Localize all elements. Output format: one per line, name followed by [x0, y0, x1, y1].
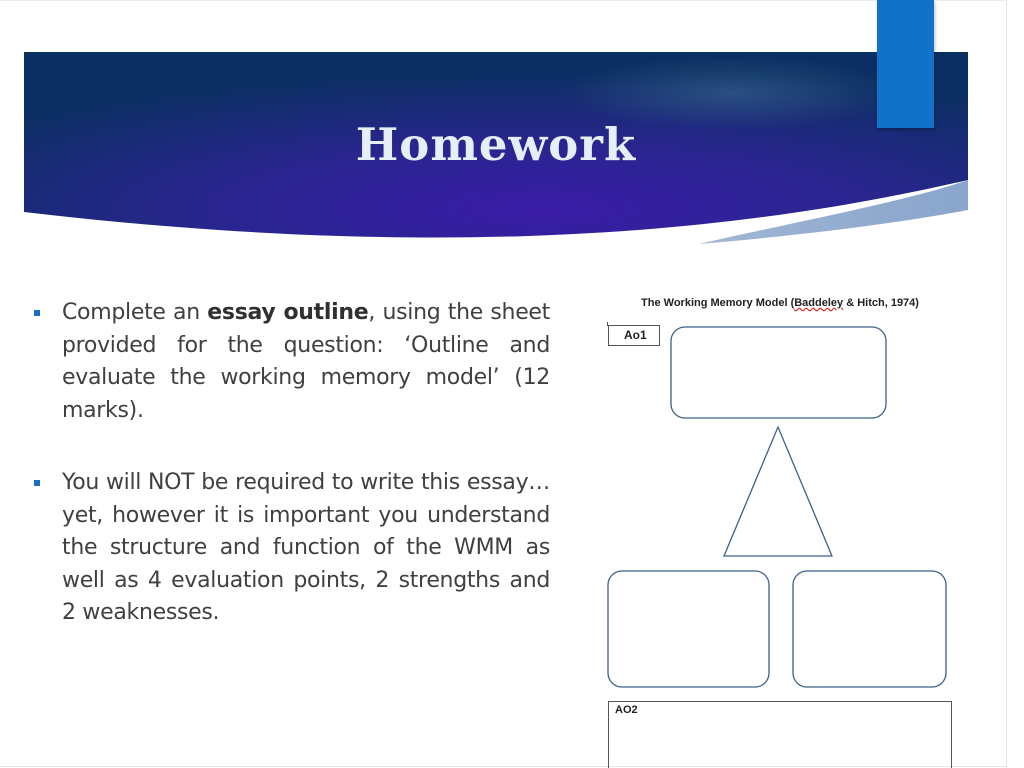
bullet-text-prefix: Complete an — [62, 300, 208, 325]
right-slave-box — [793, 571, 946, 687]
worksheet-title-prefix: The Working Memory Model ( — [641, 297, 795, 309]
bullet-marker-icon — [34, 480, 40, 486]
worksheet-image — [600, 290, 960, 768]
slide-title: Homework — [355, 118, 637, 171]
bullet-emphasis: essay outline — [207, 300, 369, 325]
ao2-box: AO2 — [608, 701, 952, 768]
central-executive-box — [671, 327, 886, 418]
bullet-marker-icon — [34, 310, 40, 316]
wmm-diagram — [600, 290, 960, 700]
left-slave-box — [608, 571, 769, 687]
ao1-label: Ao1 — [608, 325, 660, 346]
bullet-item-essay-outline — [30, 297, 550, 427]
worksheet-title-suffix: & Hitch, 1974) — [843, 297, 919, 309]
bullet-text-suffix: , using the sheet provided for the question: ‘Outline and evaluate the working memory model’ (12 marks). — [62, 300, 550, 423]
worksheet-title-underlined: Baddeley — [794, 297, 844, 309]
slide-top-border — [0, 0, 1006, 1]
bullet-text: You will NOT be required to write this essay… yet, however it is important you understand the structure and function of the WMM as well as 4 evaluation points, 2 strengths and 2 weaknesses. — [62, 470, 550, 625]
triangle-shape — [724, 427, 832, 556]
bullet-list — [30, 297, 550, 630]
bullet-item-not-required — [30, 467, 550, 630]
slide-right-border — [1006, 0, 1007, 768]
accent-tab — [877, 0, 934, 128]
